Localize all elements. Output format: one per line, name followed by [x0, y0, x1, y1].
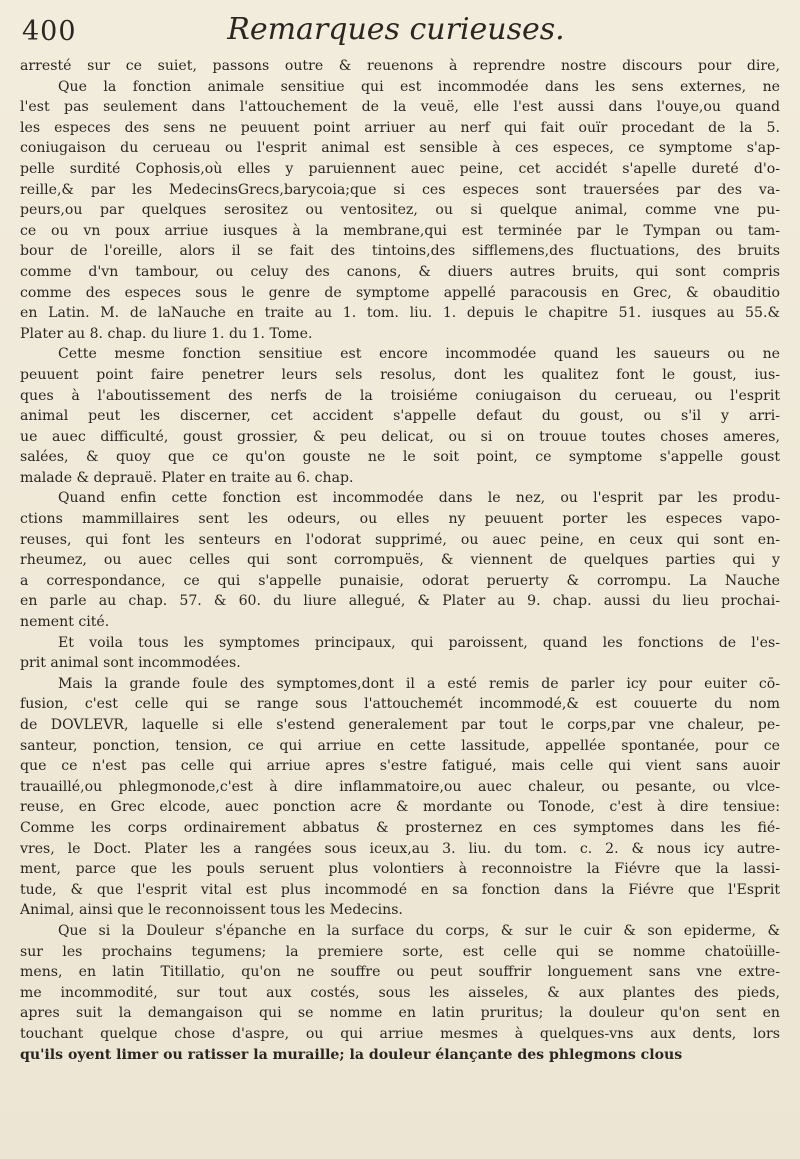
text-line: l'est pas seulement dans l'attouchement de la veuë, elle l'est aussi dans l'ouye,ou quand [20, 99, 780, 116]
text-line: me incommodité, sur tout aux costés, sous les aisseles, & aux plantes des pieds, [20, 984, 780, 1001]
text-line: bour de l'oreille, alors il se fait des tintoins,des sifflemens,des fluctuations, des bruits [20, 243, 780, 260]
text-line: sur les prochains tegumens; la premiere sorte, est celle qui se nomme chatoüille- [20, 943, 780, 960]
running-title: Remarques curieuses. [227, 12, 565, 47]
text-line: pelle surdité Cophosis,où elles y paruiennent auec peine, cet accidét s'apelle dureté d'o- [20, 160, 780, 177]
text-line: trauaillé,ou phlegmonode,c'est à dire inflammatoire,ou auec chaleur, ou pesante, ou vlce- [20, 778, 780, 795]
text-line: ue auec difficulté, goust grossier, & peu delicat, ou si on trouue toutes choses ameres, [20, 428, 780, 445]
text-line: animal peut les discerner, cet accident s'appelle defaut du goust, ou s'il y arri- [20, 408, 780, 425]
text-line: Que la fonction animale sensitiue qui est incommodée dans les sens externes, ne [58, 78, 780, 95]
text-line: arresté sur ce suiet, passons outre & reuenons à reprendre nostre discours pour dire, [20, 58, 780, 74]
text-line: Quand enfin cette fonction est incommodée dans le nez, ou l'esprit par les produ- [58, 490, 780, 507]
text-line: les especes des sens ne peuuent point arriuer au nerf qui fait ouïr procedant de la 5. [20, 119, 780, 136]
text-line: nement cité. [20, 614, 110, 631]
text-line: comme des especes sous le genre de symptome appellé paracousis en Grec, & obauditio [20, 284, 780, 301]
text-line: apres suit la demangaison qui se nomme en latin pruritus; la douleur qu'on sent en [20, 1005, 780, 1022]
text-line: prit animal sont incommodées. [20, 655, 241, 672]
text-line: santeur, ponction, tension, ce qui arriue en cette lassitude, appellée spontanée, pour ce [20, 737, 780, 754]
text-line: Et voila tous les symptomes principaux, qui paroissent, quand les fonctions de l'es- [58, 634, 780, 651]
text-line: en parle au chap. 57. & 60. du liure allegué, & Plater au 9. chap. aussi du lieu prochai- [20, 593, 780, 610]
text-line: malade & deprauë. Plater en traite au 6. chap. [20, 469, 354, 486]
text-line: peuuent point faire penetrer leurs sels resolus, dont les qualitez font le goust, ius- [20, 366, 780, 383]
text-line: Comme les corps ordinairement abbatus & prosternez en ces symptomes dans les fié- [20, 819, 780, 836]
text-line: mens, en latin Titillatio, qu'on ne souffre ou peut souffrir longuement sans vne extre- [20, 964, 780, 981]
text-line: que ce n'est pas celle qui arriue apres s'estre fatigué, mais celle qui vient sans auoir [20, 758, 780, 775]
text-line: fusion, c'est celle qui se range sous l'attouchemét incommodé,& est couuerte du nom [20, 696, 780, 713]
text-line: reille,& par les MedecinsGrecs,barycoia;que si ces especes sont trauersées par des va- [20, 181, 780, 198]
text-line: coniugaison du cerueau ou l'esprit animal est sensible à ces especes, ce symptome s'ap- [20, 140, 780, 157]
text-line: Cette mesme fonction sensitiue est encore incommodée quand les saueurs ou ne [58, 346, 780, 363]
text-line: reuses, qui font les senteurs en l'odorat supprimé, ou auec peine, en ceux qui sont en- [20, 531, 780, 548]
page-header [22, 6, 770, 52]
text-line: Animal, ainsi que le reconnoissent tous les Medecins. [20, 902, 403, 919]
text-line: ques à l'aboutissement des nerfs de la troisiéme coniugaison du cerueau, ou l'esprit [20, 387, 780, 404]
text-line: de DOVLEVR, laquelle si elle s'estend generalement par tout le corps,par vne chaleur, pe- [20, 717, 780, 733]
text-line: ce ou vn poux arriue iusques à la membrane,qui est terminée par le Tympan ou tam- [20, 222, 780, 239]
text-line: vres, le Doct. Plater les a rangées sous iceux,au 3. liu. du tom. c. 2. & nous icy autre- [20, 840, 780, 857]
text-line: Mais la grande foule des symptomes,dont il a esté remis de parler icy pour euiter cō- [58, 675, 780, 692]
text-line: qu'ils oyent limer ou ratisser la muraille; la douleur élançante des phlegmons clous [20, 1046, 683, 1063]
text-line: tude, & que l'esprit vital est plus incommodé en sa fonction dans la Fiévre que l'Esprit [20, 881, 780, 898]
text-line: ment, parce que les pouls seruent plus volontiers à reconnoistre la Fiévre que la lassi- [20, 861, 780, 878]
text-line: comme d'vn tambour, ou celuy des canons, & diuers autres bruits, qui sont compris [20, 263, 780, 280]
text-line: touchant quelque chose d'aspre, ou qui arriue mesmes à quelques-vns aux dents, lors [20, 1025, 780, 1042]
text-line: reuse, en Grec elcode, auec ponction acre & mordante ou Tonode, c'est à dire tensiue: [20, 799, 780, 816]
text-line: ctions mammillaires sent les odeurs, ou elles ny peuuent porter les especes vapo- [20, 511, 780, 528]
text-line: Plater au 8. chap. du liure 1. du 1. Tome. [20, 325, 313, 342]
text-line: salées, & quoy que ce qu'on gouste ne le soit point, ce symptome s'appelle goust [20, 449, 780, 466]
text-line: Que si la Douleur s'épanche en la surface du corps, & sur le cuir & son epiderme, & [58, 922, 780, 939]
text-line: rheumez, ou auec celles qui sont corrompuës, & viennent de quelques parties qui y [20, 552, 780, 569]
text-line: peurs,ou par quelques serositez ou ventositez, ou si quelque animal, comme vne pu- [20, 202, 780, 219]
text-line: en Latin. M. de laNauche en traite au 1. tom. liu. 1. depuis le chapitre 51. iusques au 55.& [20, 305, 780, 322]
page-number: 400 [22, 16, 77, 47]
text-line: a correspondance, ce qui s'appelle punaisie, odorat peruerty & corrompu. La Nauche [20, 572, 780, 589]
body-text [20, 56, 780, 1065]
